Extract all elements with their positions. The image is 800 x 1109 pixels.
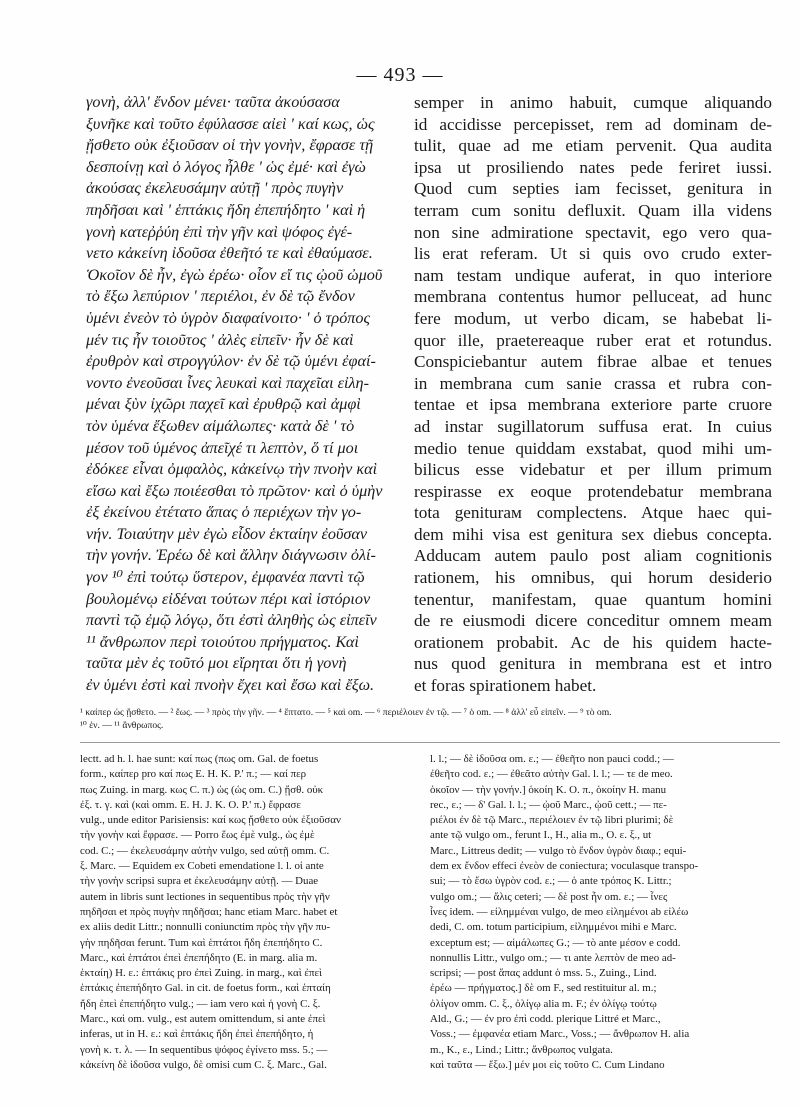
greek-line: τὴν γονήν. Ἐρέω δὲ καὶ ἄλλην διάγνωσιν ὀλί- [86, 546, 376, 565]
apparatus-line: Voss.; — ἐμφανέα etiam Marc., Voss.; — ἄνθρωπον H. alia [430, 1028, 690, 1041]
latin-line: Conspiciebantur autem fibrae albae et tenues [414, 352, 772, 372]
greek-line: ἐν ὑμένι ἐστὶ καὶ πνοὴν ἔχει καὶ ἔσω καὶ ἔξω. [86, 676, 375, 695]
greek-line: γονὴ, ἀλλ' ἔνδον μένει· ταῦτα ἀκούσασα [86, 93, 340, 111]
apparatus-line: καὶ ταῦτα — ἔξω.] μέν μοι εἰς τοῦτο C. Cum Lindano [430, 1058, 665, 1071]
greek-line: νοντο ἐνεοῦσαι ἶνες λευκαὶ καὶ παχεῖαι εἰλη- [86, 373, 369, 392]
apparatus-line: ex aliis dedit Littr.; nonnulli coniunctim πρὸς τὴν γῆν πυ- [80, 921, 331, 934]
apparatus-line: inferas, ut in H. ε.: καὶ ἑπτάκις ἤδη ἐπεὶ ἐπεπήδητο, ἡ [80, 1028, 314, 1041]
greek-line: τὸ ἔξω λεπύριον ' περιέλοι, ἐν δὲ τῷ ἔνδον [86, 287, 355, 306]
apparatus-line: autem in libris sunt lectiones in sequentibus πρὸς τὴν γῆν [80, 890, 330, 903]
latin-line: rationem, his omnibus, qui horum desiderio [414, 568, 772, 588]
apparatus-line: γὴν πηδῆσαι ferunt. Tum καὶ ἑπτάτοι ἤδη ἐπεπήδητο C. [80, 936, 323, 949]
apparatus-line: ἐρέω — πρήγματος.] δὲ om F., sed restituitur al. m.; [430, 982, 657, 995]
apparatus-line: τὴν γονὴν scripsi supra et ἐκελευσάμην αὐτῇ. — Duae [80, 875, 319, 888]
latin-line: quor ille, praetereaque ruber erat et rotundus. [414, 330, 772, 350]
apparatus-line: vulgo om.; — ἄλις ceteri; — δὲ post ἦν om. ε.; — ἶνες [430, 890, 668, 903]
latin-line: tentae et ipsa membrana exteriore parte cruore [414, 395, 772, 415]
latin-line: ad instar sugillatorum suffusa erat. In cuius [414, 416, 772, 436]
greek-text-column [86, 92, 408, 697]
greek-line: παντὶ τῷ ἐμῷ λόγῳ, ὅτι ἐστὶ ἀληθὴς ὡς εἰπεῖν [86, 611, 377, 630]
apparatus-line: ὀλίγον omm. C. ξ., ὀλίγῳ alia m. F.; ἐν ὀλίγῳ τούτῳ [430, 997, 657, 1010]
greek-line: δεσποίνῃ καὶ ὁ λόγος ἦλθε ' ὡς ἐμέ· καὶ ἐγὼ [86, 157, 366, 176]
latin-line: respirasse ex eoque protendebatur membrana [414, 481, 772, 501]
apparatus-line: lectt. ad h. l. hae sunt: καί πως (πως om. Gal. de foetus [80, 753, 319, 765]
apparatus-line: scripsi; — post ἅπας addunt ὁ mss. 5., Zuing., Lind. [430, 967, 657, 980]
latin-line: dem mihi visa est genitura sex diebus concepta. [414, 524, 772, 544]
latin-line: nam testam undique auferat, in quo interiore [414, 265, 772, 285]
latin-line: tulit, quae ad me etiam pervenit. Qua audita [414, 136, 772, 156]
greek-line: γον ¹⁰ ἐπὶ τούτῳ ὕστερον, ἐμφανέα παντὶ τῷ [86, 568, 365, 587]
apparatus-line: ante τῷ vulgo om., ferunt I., H., alia m., O. ε. ξ., ut [430, 829, 652, 842]
latin-line: tenentur, manifestam, quae quantum homini [414, 589, 772, 609]
numbered-footnotes [80, 706, 780, 732]
latin-line: et foras spirationem habet. [414, 676, 597, 696]
apparatus-line: l. l.; — δὲ ἰδοῦσα om. ε.; — ἐθεῆτο non pauci codd.; — [430, 753, 674, 765]
apparatus-line: ἤδη ἐπεὶ ἐπεπήδητο vulg.; — iam vero καὶ ἡ γονὴ C. ξ. [80, 997, 321, 1010]
apparatus-line: γονὴ κ. τ. λ. — In sequentibus ψόφος ἐγίνετο mss. 5.; — [80, 1043, 328, 1056]
greek-line: τὸν ὑμένα ἔξωθεν αἱμάλωπες· κατὰ δὲ ' τὸ [86, 416, 355, 435]
apparatus-line: ξ. Marc. — Equidem ex Cobeti emendatione l. l. οἱ ante [80, 860, 324, 873]
greek-line: βουλομένῳ εἰδέναι τούτων πέρι καὶ ἱστόριον [86, 589, 371, 608]
greek-line: ἐρυθρὸν καὶ στρογγύλον· ἐν δὲ τῷ ὑμένι ἐφαί- [86, 352, 376, 371]
latin-line: orationem probabit. Ac de his quidem hacte- [414, 632, 772, 652]
latin-line: in membrana cum sanie crassa et rubra con- [414, 373, 772, 393]
greek-line: ὑμένι ἐνεὸν τὸ ὑγρὸν διαφαίνοιτο· ' ὁ τρόπος [86, 308, 371, 327]
apparatus-line: πως Zuing. in marg. κως C. π.) ὡς (ὡς om. C.) ᾔσθ. οὐκ [80, 783, 324, 796]
latin-line: bilicus esse videbatur et per illum primum [414, 460, 772, 480]
apparatus-line: ἑκταίη) H. ε.: ἑπτάκις pro ἐπεὶ Zuing. in marg., καὶ ἐπεὶ [80, 967, 322, 980]
latin-translation-column [414, 92, 772, 697]
apparatus-line: Marc., Littreus dedit; — vulgo τὸ ἔνδον ὑγρὸν διαφ.; equi- [430, 844, 687, 857]
greek-line: νήν. Τοιαύτην μὲν ἐγὼ εἶδον ἑκταίην ἐοῦσαν [86, 524, 368, 543]
latin-line: ipsa ut prosiliendo nates pede feriret iussi. [414, 157, 772, 177]
apparatus-line: dem ex ἔνδον effeci ἐνεὸν de coniectura; voculasque transpo- [430, 860, 699, 873]
latin-line: non sine admiratione spectavit, ego vero qua- [414, 222, 772, 242]
apparatus-line: dedi, C. om. totum participium, εἰλημμένοι mihi e Marc. [430, 921, 677, 934]
latin-line: medio tenue quiddam exstabat, quod mihi um- [414, 438, 772, 458]
footnote-divider [80, 742, 780, 743]
latin-line: fere modum, ut verbo dicam, se habebat li- [414, 308, 772, 328]
greek-line: ταῦτα μὲν ἐς τοῦτό μοι εἴρηται ὅτι ἡ γονὴ [86, 654, 347, 673]
latin-line: semper in animo habuit, cumque aliquando [414, 93, 772, 112]
apparatus-line: ἐξ. τ. γ. καὶ (καὶ omm. E. H. J. K. O. P.' π.) ἔφρασε [80, 798, 301, 811]
apparatus-line: nonnullis Littr., vulgo om.; — τι ante λεπτὸν de meo ad- [430, 951, 676, 964]
apparatus-line: ἐθεῆτο cod. ε.; — ἐθεᾶτο αὐτὴν Gal. l. l.; — τε de meo. [430, 768, 673, 781]
latin-line: terram cum sonitu defluxit. Quam illa videns [414, 200, 772, 220]
apparatus-line: πηδῆσαι et πρὸς πυγὴν πηδῆσαι; hanc etiam Marc. habet et [80, 905, 338, 918]
apparatus-line: ριέλοι ἐν δὲ τῷ Marc., περιέλοιεν ἐν τῷ libri plurimi; δὲ [430, 814, 674, 827]
latin-line: tota geniturам complectens. Atque haec qui- [414, 503, 772, 523]
greek-line: ¹¹ ἄνθρωπον περὶ τοιούτου πρήγματος. Καὶ [86, 632, 359, 651]
greek-line: νετο κἀκείνη ἰδοῦσα ἐθεῆτό τε καὶ ἐθαύμασε. [86, 244, 373, 263]
greek-line: μέναι ξὺν ἰχῶρι παχεῖ καὶ ἐρυθρῷ καὶ ἀμφὶ [86, 395, 361, 414]
greek-line: εἴσω καὶ ἔξω ποιέεσθαι τὸ πρῶτον· καὶ ὁ ὑμὴν [86, 481, 383, 500]
apparatus-line: ἑπτάκις ἐπεπήδητο Gal. in cit. de foetus form., καὶ ἑπταίη [80, 982, 331, 995]
apparatus-line: m., K., ε., Lind.; Littr.; ἄνθρωπος vulgata. [430, 1043, 613, 1056]
footnote-line: ¹ καίπερ ὡς ᾔσθετο. — ² ἕως. — ³ πρὸς τὴν γῆν. — ⁴ ἔπτατο. — ⁵ καὶ om. — ⁶ περιέλοιεν ἐν τῷ. — ⁷ ὁ om. — ⁸ ἀλλ' εὖ εἰπεῖν. — ⁹ τὸ om. [80, 707, 612, 718]
apparatus-line: Marc., καὶ ἑπτάτοι ἐπεὶ ἐπεπήδητο (E. in marg. alia m. [80, 951, 318, 964]
apparatus-line: vulg., unde editor Parisiensis: καί κως ᾔσθετο οὐκ ἐξιοῦσαν [80, 814, 341, 827]
greek-line: γονὴ κατεῤῥύη ἐπὶ τὴν γῆν καὶ ψόφος ἐγέ- [86, 222, 353, 241]
apparatus-line: ὁκοῖον — τὴν γονήν.] ὁκοίη K. O. π., ὁκοίην H. manu [430, 783, 667, 796]
greek-line: ξυνῆκε καὶ τοῦτο ἐφύλασσε αἰεὶ ' καί κως, ὡς [86, 114, 375, 133]
greek-line: ἐδόκεε εἶναι ὀμφαλὸς, κἀκείνῳ τὴν πνοὴν καὶ [86, 460, 378, 479]
greek-line: πηδῆσαι καὶ ' ἑπτάκις ἤδη ἐπεπήδητο ' καὶ ἡ [86, 200, 366, 219]
greek-line: ᾔσθετο οὐκ ἐξιοῦσαν οἱ τὴν γονὴν, ἔφρασε τῇ [86, 136, 374, 155]
latin-line: nus quod genitura in membrana est et intro [414, 654, 772, 674]
latin-line: lis erat referam. Ut si quis ovo crudo exter- [414, 244, 772, 264]
apparatus-line: form., καίπερ pro καί πως E. H. K. P.' π.; — καί περ [80, 768, 307, 781]
apparatus-line: ἶνες idem. — εἰλημμέναι vulgo, de meo εἰλημένοι ab εἰλέω [430, 905, 689, 918]
latin-line: membrana contentus humor pelluceat, ad hunc [414, 287, 772, 307]
critical-apparatus-right [430, 752, 780, 1073]
apparatus-line: Marc., καὶ om. vulg., est autem omittendum, si ante ἐπεὶ [80, 1013, 326, 1026]
footnote-line: ¹⁰ ἐν. — ¹¹ ἄνθρωπος. [80, 720, 164, 731]
greek-line: ἀκούσας ἐκελευσάμην αὐτῇ ' πρὸς πυγὴν [86, 179, 344, 198]
latin-line: Quod cum septies iam fecisset, genitura in [414, 179, 772, 199]
latin-line: de re eiusmodi dicere conceditur omnem meam [414, 611, 772, 631]
critical-apparatus-left [80, 752, 420, 1073]
apparatus-line: cod. C.; — ἐκελευσάμην αὐτὴν vulgo, sed αὐτῇ omm. C. [80, 844, 330, 857]
latin-line: id accidisse percepisset, rem ad dominam de- [414, 114, 772, 134]
page-number: — 493 — [356, 64, 444, 86]
apparatus-line: τὴν γονὴν καὶ ἔφρασε. — Porro ἕως ἐμὲ vulg., ὡς ἐμὲ [80, 829, 315, 842]
greek-line: ἐξ ἐκείνου ἐτέτατο ἅπας ὁ περιέχων τὴν γο- [86, 503, 362, 522]
apparatus-line: sui; — τὸ ἔσω ὑγρὸν cod. ε.; — ὁ ante τρόπος K. Littr.; [430, 875, 672, 888]
latin-line: Adducam autem paulo post aliam cognitionis [414, 546, 772, 566]
apparatus-line: rec., ε.; — δ' Gal. l. l.; — ᾠοῦ Marc., ᾠοῦ cett.; — πε- [430, 798, 667, 811]
greek-line: μέν τις ἦν τοιοῦτος ' ἀλὲς εἰπεῖν· ἦν δὲ καὶ [86, 330, 354, 349]
greek-line: Ὁκοῖον δὲ ἦν, ἐγὼ ἐρέω· οἷον εἴ τις ᾠοῦ ὠμοῦ [86, 265, 383, 284]
greek-line: μέσον τοῦ ὑμένος ἀπεῖχέ τι λεπτὸν, ὅ τί μοι [86, 438, 359, 457]
apparatus-line: exceptum est; — αἱμάλωπες G.; — τὸ ante μέσον e codd. [430, 936, 681, 949]
apparatus-line: Ald., G.; — ἐν pro ἐπὶ codd. plerique Littré et Marc., [430, 1013, 661, 1026]
apparatus-line: κἀκείνη δὲ ἰδοῦσα vulgo, δὲ omisi cum C. ξ. Marc., Gal. [80, 1058, 327, 1071]
